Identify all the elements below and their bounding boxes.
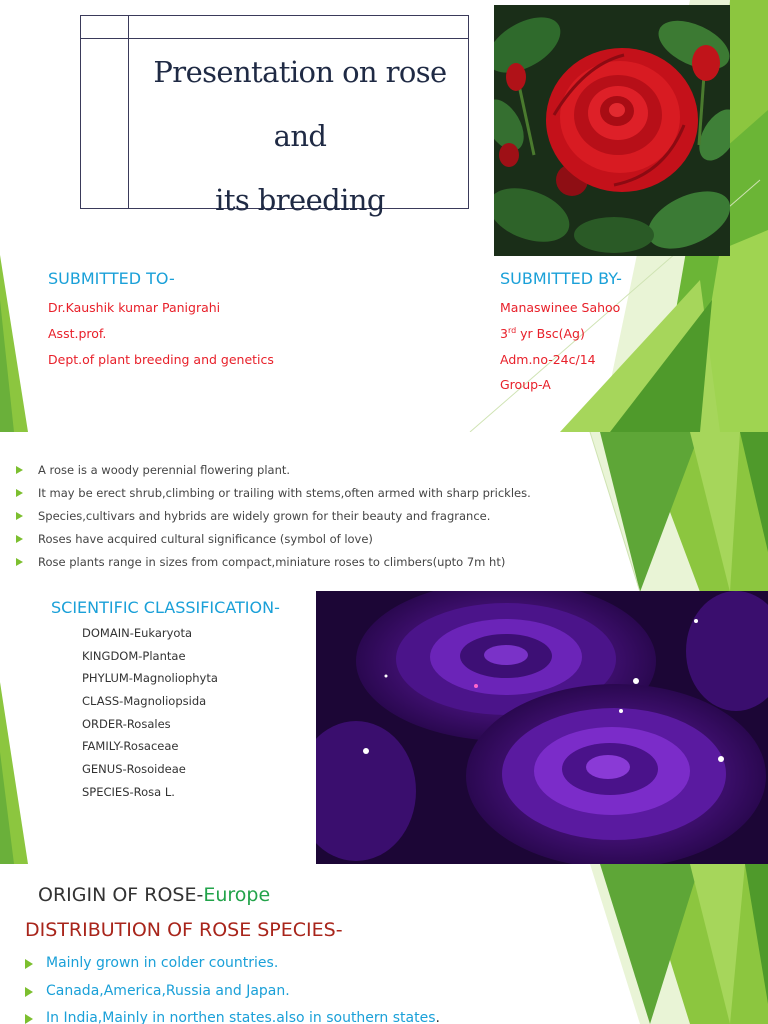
classification-item: CLASS-Magnoliopsida — [82, 694, 207, 709]
list-item: In India,Mainly in northen states.also in southern states. — [25, 1009, 440, 1024]
submitted-by-heading: SUBMITTED BY- — [500, 269, 622, 288]
classification-item: DOMAIN-Eukaryota — [82, 626, 193, 640]
year-number: 3 — [500, 326, 508, 342]
slide-introduction — [0, 432, 768, 864]
slide-origin — [0, 864, 768, 1024]
classification-item: SPECIES-Rosa L. — [82, 784, 175, 799]
year-course: yr Bsc(Ag) — [516, 326, 585, 342]
classification-item: PHYLUM-Magnoliophyta — [82, 671, 218, 686]
bullet-triangle-icon — [25, 959, 33, 969]
purple-rose-image — [316, 591, 768, 864]
distribution-list — [25, 954, 440, 1024]
distribution-heading: DISTRIBUTION OF ROSE SPECIES- — [25, 919, 343, 941]
slide-title — [0, 0, 768, 432]
list-item: Canada,America,Russia and Japan. — [25, 982, 440, 1010]
submitted-to-heading: SUBMITTED TO- — [48, 269, 175, 288]
submitted-by-name: Manaswinee Sahoo — [500, 300, 621, 315]
submitted-by-group: Group-A — [500, 377, 551, 392]
bullet-triangle-icon — [25, 1014, 33, 1024]
classification-item: KINGDOM-Plantae — [82, 648, 186, 663]
bullet-triangle-icon — [16, 535, 23, 543]
origin-line — [38, 884, 270, 906]
presentation-title — [128, 40, 472, 232]
submitted-to-position: Asst.prof. — [48, 326, 107, 341]
intro-bullet-list — [16, 462, 586, 577]
submitted-to-department: Dept.of plant breeding and genetics — [48, 352, 274, 367]
list-item: Roses have acquired cultural significance (symbol of love) — [16, 531, 586, 554]
title-line-1: Presentation on rose and — [153, 55, 447, 153]
bullet-triangle-icon — [16, 558, 23, 566]
origin-value: Europe — [203, 884, 271, 906]
bullet-triangle-icon — [16, 489, 23, 497]
classification-item: ORDER-Rosales — [82, 716, 171, 731]
red-rose-image — [494, 5, 730, 256]
list-item: Rose plants range in sizes from compact,miniature roses to climbers(upto 7m ht) — [16, 554, 586, 577]
year-superscript: rd — [507, 326, 517, 335]
bullet-triangle-icon — [16, 512, 23, 520]
table-divider-horizontal — [81, 38, 468, 39]
classification-list — [82, 625, 218, 807]
title-line-2: its breeding — [215, 183, 385, 217]
list-item: Mainly grown in colder countries. — [25, 954, 440, 982]
bullet-triangle-icon — [16, 466, 23, 474]
bullet-triangle-icon — [25, 987, 33, 997]
submitted-to-name: Dr.Kaushik kumar Panigrahi — [48, 300, 221, 315]
list-item: It may be erect shrub,climbing or trailing with stems,often armed with sharp prickles. — [16, 485, 586, 508]
list-item: A rose is a woody perennial flowering plant. — [16, 462, 586, 485]
classification-heading: SCIENTIFIC CLASSIFICATION- — [51, 598, 280, 617]
origin-label: ORIGIN OF ROSE- — [38, 884, 204, 906]
list-item: Species,cultivars and hybrids are widely grown for their beauty and fragrance. — [16, 508, 586, 531]
submitted-by-adm: Adm.no-24c/14 — [500, 352, 596, 367]
submitted-by-year — [500, 326, 585, 341]
classification-item: GENUS-Rosoideae — [82, 762, 186, 777]
classification-item: FAMILY-Rosaceae — [82, 739, 179, 754]
